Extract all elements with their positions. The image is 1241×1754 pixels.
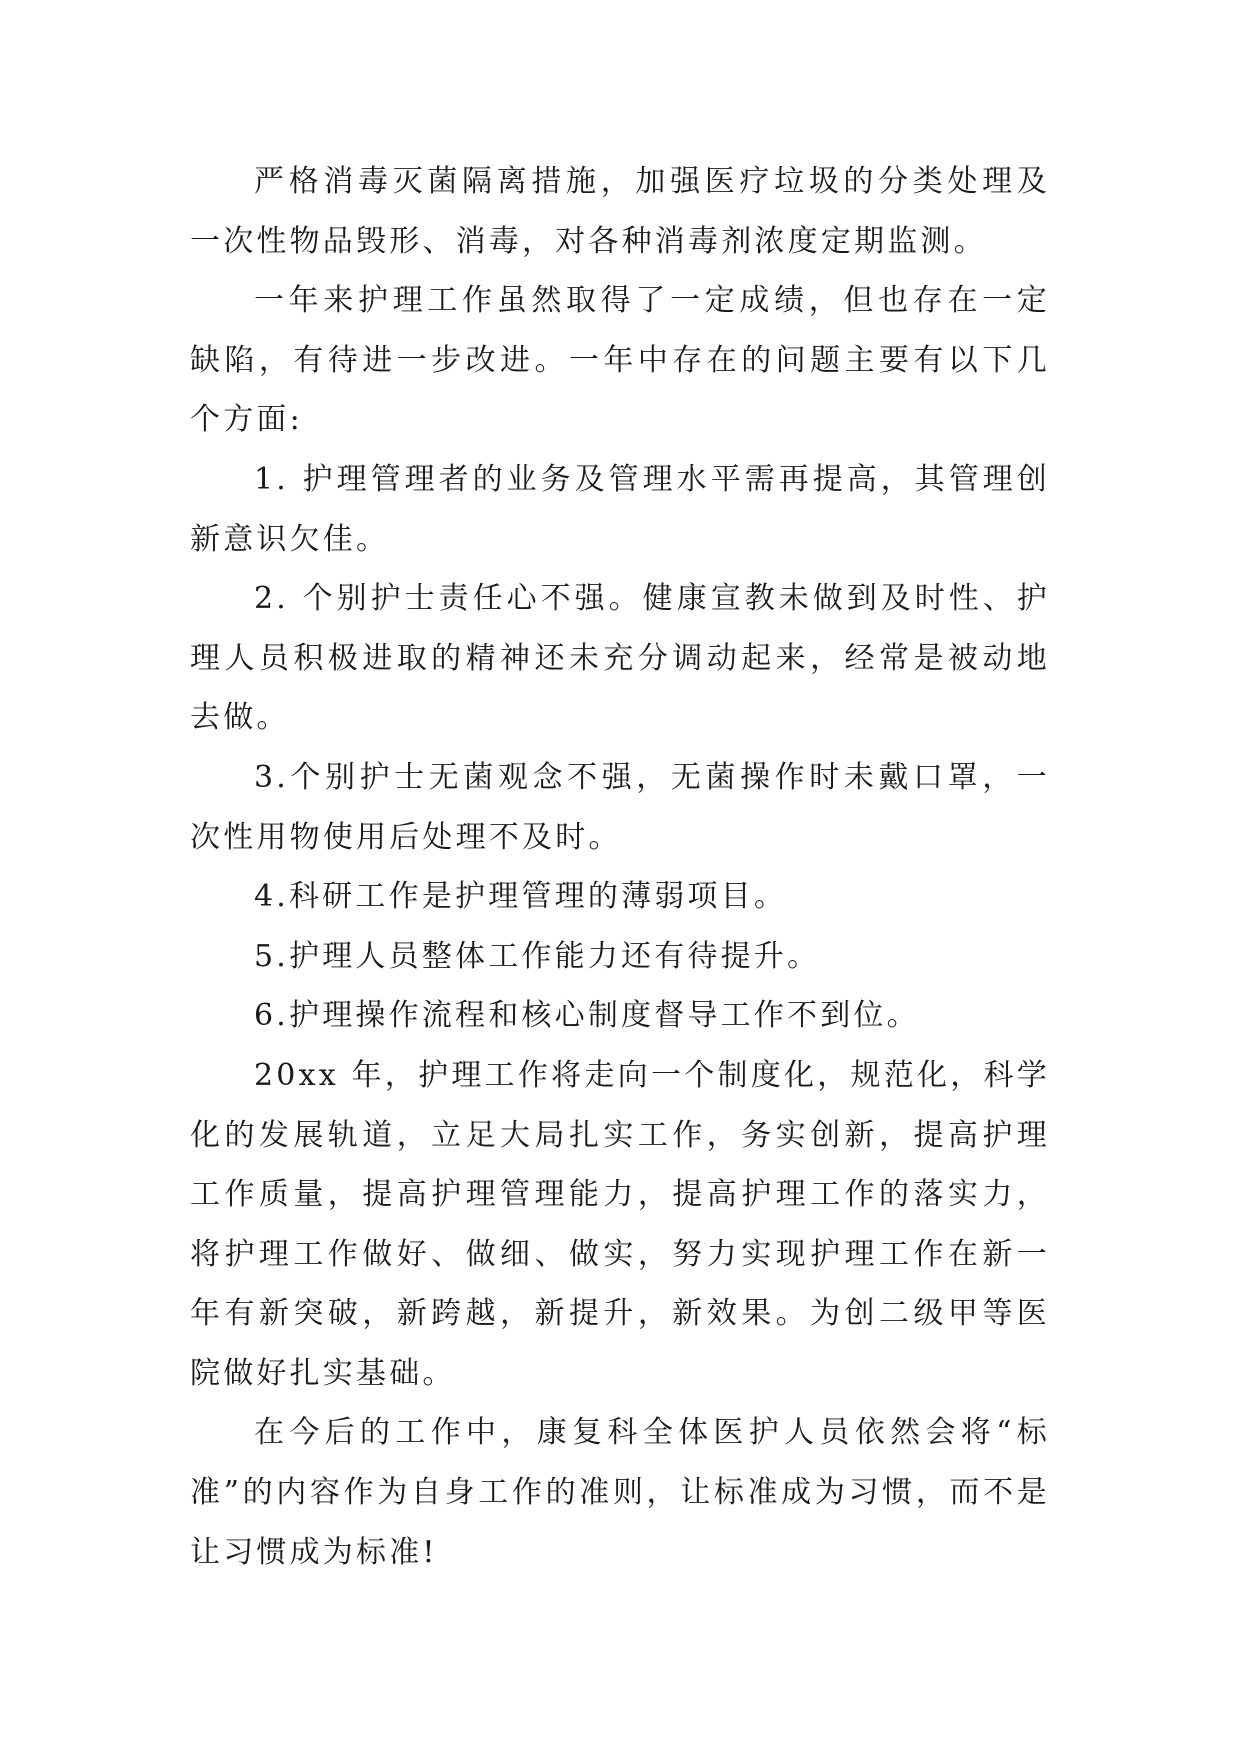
list-item-4: 4.科研工作是护理管理的薄弱项目。	[254, 879, 788, 915]
paragraph-problems-intro: 一年来护理工作虽然取得了一定成绩，但也存在一定缺陷，有待进一步改进。一年中存在的问题主要有以下几个方面:	[190, 283, 1050, 438]
paragraph-plan: 20xx 年，护理工作将走向一个制度化，规范化，科学化的发展轨道，立足大局扎实工作，务实创新，提高护理工作质量，提高护理管理能力，提高护理工作的落实力，将护理工作做好、做细、做实，努力实现护理工作在新一年有新突破，新跨越，新提升，新效果。为创二级甲等医院做好扎实基础。	[190, 1057, 1050, 1391]
list-item-5: 5.护理人员整体工作能力还有待提升。	[254, 938, 821, 974]
list-item-2: 2. 个别护士责任心不强。健康宣教未做到及时性、护理人员积极进取的精神还未充分调动起来，经常是被动地去做。	[190, 581, 1050, 736]
list-item-1: 1. 护理管理者的业务及管理水平需再提高，其管理创新意识欠佳。	[190, 461, 1050, 557]
list-item-3: 3.个别护士无菌观念不强，无菌操作时未戴口罩，一次性用物使用后处理不及时。	[190, 759, 1050, 855]
list-item-6: 6.护理操作流程和核心制度督导工作不到位。	[254, 998, 920, 1034]
document-body	[190, 152, 1050, 1582]
paragraph-disinfection: 严格消毒灭菌隔离措施，加强医疗垃圾的分类处理及一次性物品毁形、消毒，对各种消毒剂浓度定期监测。	[190, 164, 1050, 259]
paragraph-conclusion: 在今后的工作中，康复科全体医护人员依然会将“标准”的内容作为自身工作的准则，让标准成为习惯，而不是让习惯成为标准!	[190, 1415, 1050, 1570]
